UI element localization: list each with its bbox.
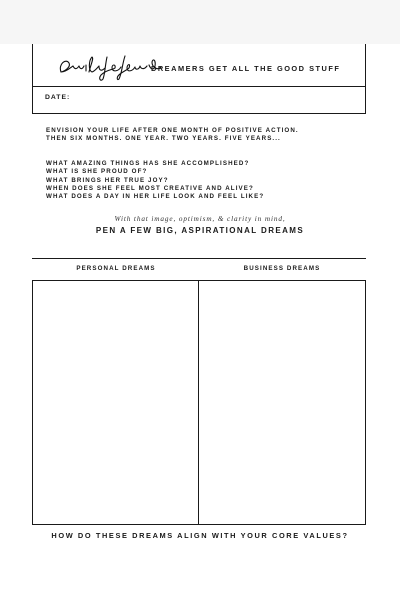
business-dreams-box[interactable] bbox=[198, 280, 366, 525]
cta-heading: PEN A FEW BIG, ASPIRATIONAL DREAMS bbox=[95, 226, 305, 235]
question-line: WHAT IS SHE PROUD OF? bbox=[46, 168, 148, 176]
top-gray-band bbox=[0, 0, 400, 44]
header-box bbox=[32, 44, 366, 114]
personal-dreams-label: PERSONAL DREAMS bbox=[76, 265, 156, 272]
intro-line: ENVISION YOUR LIFE AFTER ONE MONTH OF POSITIVE ACTION. bbox=[46, 127, 299, 134]
intro-text bbox=[46, 127, 299, 144]
question-line: WHEN DOES SHE FEEL MOST CREATIVE AND ALIVE? bbox=[46, 184, 254, 192]
question-line: WHAT BRINGS HER TRUE JOY? bbox=[46, 176, 169, 184]
question-line: WHAT DOES A DAY IN HER LIFE LOOK AND FEEL LIKE? bbox=[46, 193, 265, 201]
header-divider bbox=[33, 86, 365, 87]
reflection-questions bbox=[46, 160, 264, 201]
brand-tagline: DREAMERS GET ALL THE GOOD STUFF bbox=[151, 64, 341, 73]
intro-line: THEN SIX MONTHS. ONE YEAR. TWO YEARS. FIVE YEARS... bbox=[46, 135, 281, 143]
business-dreams-label: BUSINESS DREAMS bbox=[243, 265, 321, 272]
date-label: DATE: bbox=[45, 94, 71, 101]
section-divider bbox=[32, 258, 366, 259]
core-values-question: HOW DO THESE DREAMS ALIGN WITH YOUR CORE VALUES? bbox=[51, 531, 349, 540]
question-line: WHAT AMAZING THINGS HAS SHE ACCOMPLISHED? bbox=[46, 160, 250, 167]
personal-dreams-box[interactable] bbox=[32, 280, 199, 525]
script-subheading: With that image, optimism, & clarity in mind, bbox=[114, 215, 286, 223]
